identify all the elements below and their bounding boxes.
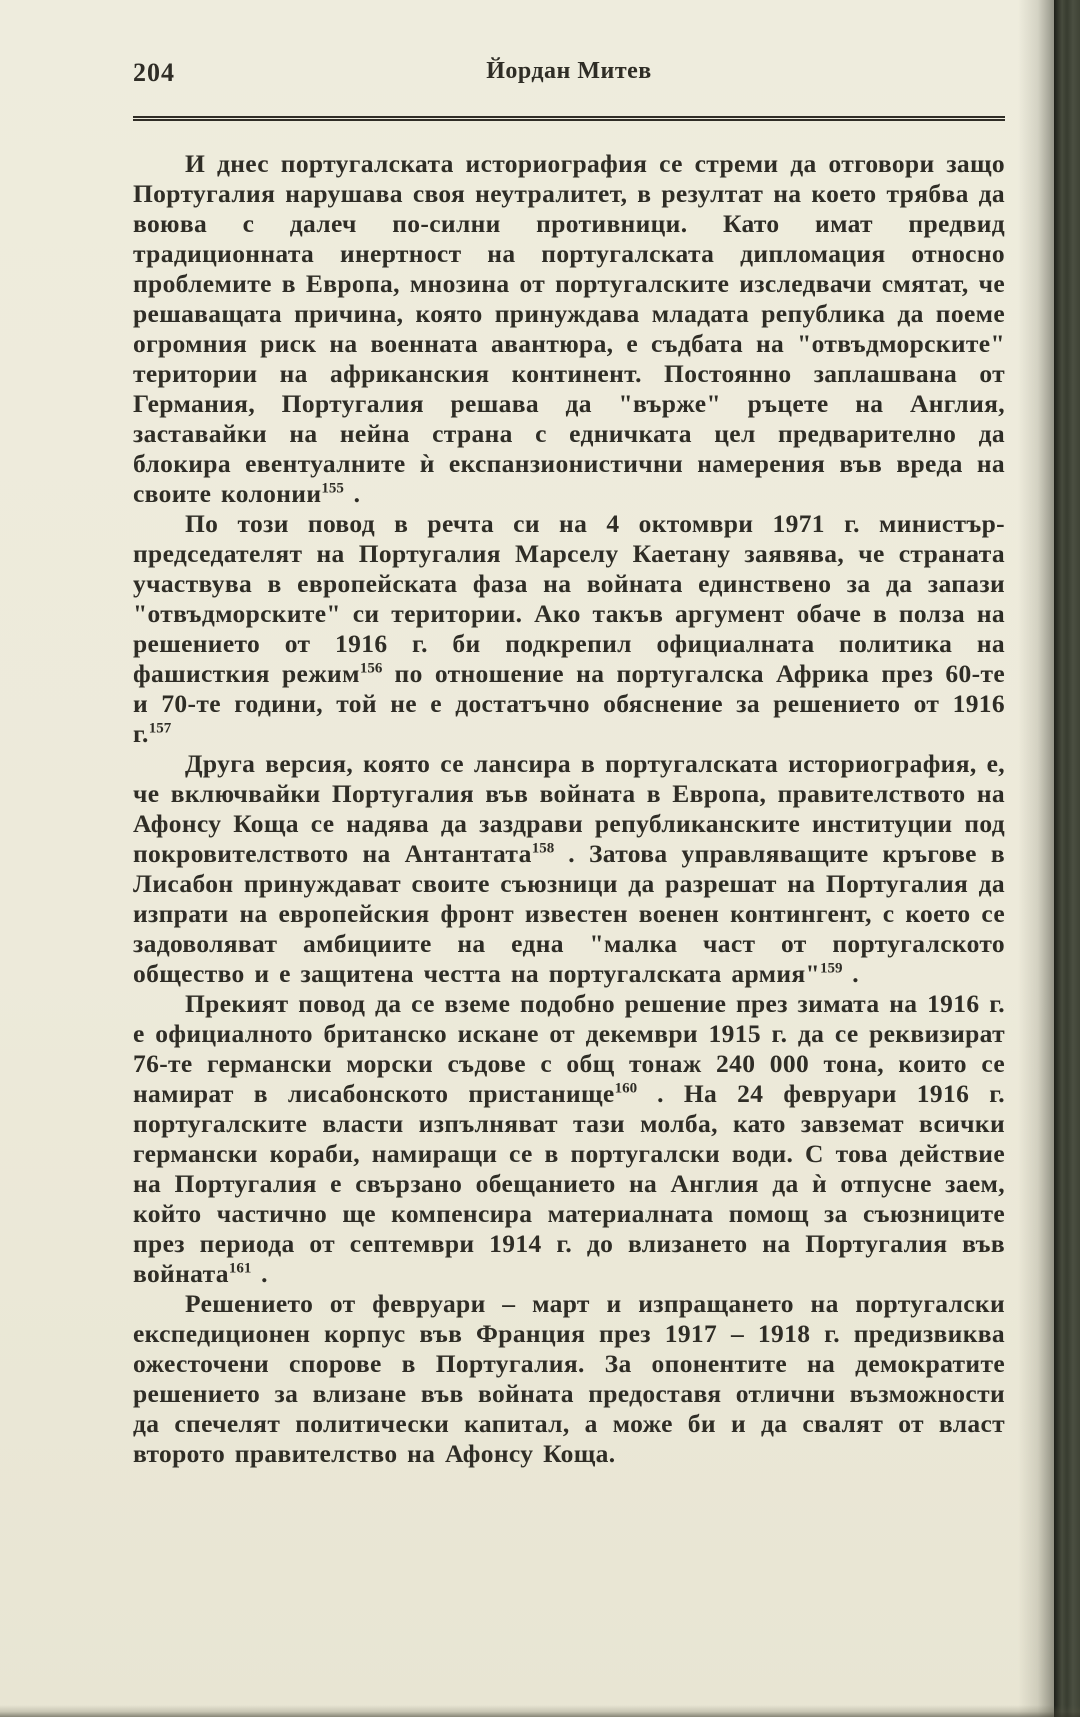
paragraph: Друга версия, която се лансира в португалската историография, е, че включвайки Португалия във войната в Европа, правителството на Афонсу Коща се надява да заздрави републиканските институции под покровителството на Антантата$^{158}$ . Затова управляващите кръгове в Лисабон принуждават своите съюзници да разрешат на Португалия да изпрати на европейския фронт известен военен контингент, с което се задоволяват амбициите на една "малка част от португалското общество и е защитена честта на португалската армия"$^{159}$ .	[133, 749, 1005, 988]
body-text	[133, 149, 1005, 1469]
page-content	[133, 0, 1005, 1469]
page-bottom-shadow	[0, 1705, 1080, 1717]
paragraph: По този повод в речта си на 4 октомври 1971 г. министър-председателят на Португалия Марселу Каетану заявява, че страната участвува в европейската фаза на войната единствено за да запази "отвъдморските" си територии. Ако такъв аргумент обаче в полза на решението от 1916 г. би подкрепил официалната политика на фашисткия режим$^{156}$ по отношение на португалска Африка през 60-те и 70-те години, той не е достатъчно обяснение за решението от 1916 г.$^{157}$	[133, 509, 1005, 748]
footnote-marker: 156	[359, 660, 383, 677]
page-number: 204	[133, 58, 175, 87]
footnote-marker: 155	[321, 480, 344, 497]
footnote-marker: 157	[148, 720, 172, 737]
footnote-marker: 158	[531, 840, 555, 857]
paragraph: Решението от февруари – март и изпращането на португалски експедиционен корпус във Франция през 1917 – 1918 г. предизвиква ожесточени спорове в Португалия. За опонентите на демократите решението за влизане във войната предоставя отлични възможности да спечелят политически капитал, а може би и да свалят от власт второто правителство на Афонсу Коща.	[133, 1289, 1005, 1468]
running-header	[133, 0, 1005, 106]
footnote-marker: 160	[614, 1080, 638, 1097]
footnote-marker: 159	[820, 960, 843, 977]
paragraph: Прекият повод да се вземе подобно решение през зимата на 1916 г. е официалното британско искане от декември 1915 г. да се реквизират 76-те германски морски съдове с общ тонаж 240 000 тона, които се намират в лисабонското пристанище$^{160}$ . На 24 февруари 1916 г. португалските власти изпълняват тази молба, като завземат всички германски кораби, намиращи се в португалски води. С това действие на Португалия е свързано обещанието на Англия да ѝ отпусне заем, който частично ще компенсира материалната помощ за съюзниците през периода от септември 1914 г. до влизането на Португалия във войната$^{161}$ .	[133, 989, 1005, 1288]
footnote-marker: 161	[228, 1260, 252, 1277]
book-edge-band	[1054, 0, 1080, 1717]
header-rule	[133, 116, 1005, 121]
running-head-author: Йордан Митев	[486, 58, 652, 84]
page-edge-shadow	[1018, 0, 1054, 1717]
paragraph: И днес португалската историография се стреми да отговори защо Португалия нарушава своя неутралитет, в резултат на което трябва да воюва с далеч по-силни противници. Като имат предвид традиционната инертност на португалската дипломация относно проблемите в Европа, мнозина от португалските изследвачи смятат, че решаващата причина, която принуждава младата република да поеме огромния риск на военната авантюра, е съдбата на "отвъдморските" територии на африканския континент. Постоянно заплашвана от Германия, Португалия решава да "върже" ръцете на Англия, заставайки на нейна страна с едничката цел предварително да блокира евентуалните ѝ експанзионистични намерения във вреда на своите колонии$^{155}$ .	[133, 149, 1005, 508]
